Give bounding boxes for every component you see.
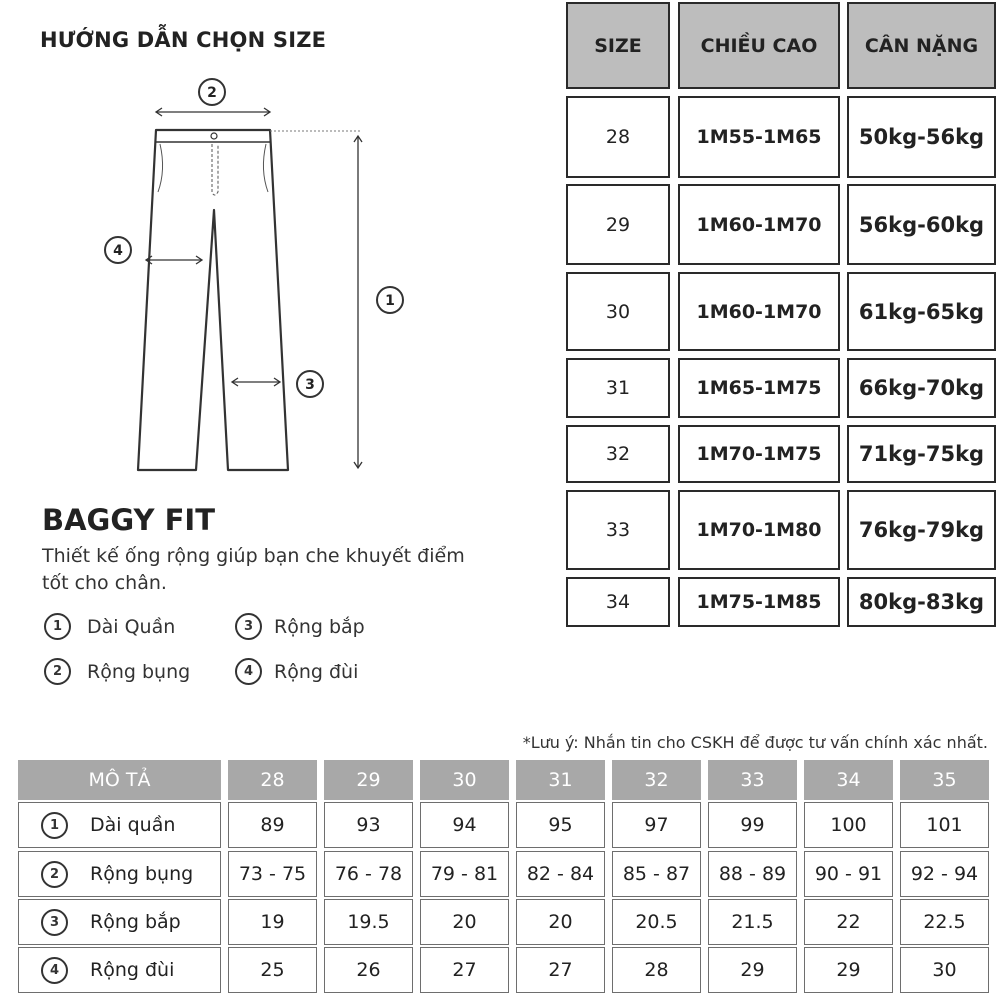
size-table-cell-height: 1M75-1M85: [678, 577, 840, 627]
measure-table-cell: 99: [708, 802, 797, 848]
legend-item-waist: [44, 658, 190, 685]
size-table-cell-height: 1M70-1M75: [678, 425, 840, 483]
size-table-cell-size: 29: [566, 184, 670, 265]
measure-table-cell: 26: [324, 947, 413, 993]
measure-table-row-label: [18, 947, 221, 993]
measure-table-cell: 20: [420, 899, 509, 945]
measure-table-header-size: 28: [228, 760, 317, 800]
measure-table-cell: 29: [804, 947, 893, 993]
size-table-cell-weight: 66kg-70kg: [847, 358, 996, 418]
row-label-text: Rộng bắp: [90, 911, 181, 933]
size-table-cell-weight: 71kg-75kg: [847, 425, 996, 483]
size-table-cell-height: 1M60-1M70: [678, 272, 840, 351]
measure-table-header-size: 29: [324, 760, 413, 800]
measure-table-cell: 76 - 78: [324, 851, 413, 897]
measure-table-cell: 30: [900, 947, 989, 993]
measure-table-header-size: 35: [900, 760, 989, 800]
legend-label: Dài Quần: [87, 615, 176, 638]
size-table-cell-height: 1M55-1M65: [678, 96, 840, 178]
size-table-cell-size: 32: [566, 425, 670, 483]
measure-table-cell: 20: [516, 899, 605, 945]
measure-table-cell: 21.5: [708, 899, 797, 945]
size-table-cell-size: 28: [566, 96, 670, 178]
pocket-right: [263, 144, 268, 192]
measure-table-cell: 22: [804, 899, 893, 945]
measure-table-cell: 92 - 94: [900, 851, 989, 897]
measure-table-cell: 79 - 81: [420, 851, 509, 897]
measure-table-row-label: [18, 899, 221, 945]
measure-table-cell: 19.5: [324, 899, 413, 945]
fit-title: BAGGY FIT: [42, 503, 215, 537]
measure-table-cell: 88 - 89: [708, 851, 797, 897]
measure-table-cell: 97: [612, 802, 701, 848]
row-label-text: Dài quần: [90, 814, 176, 836]
size-table-cell-height: 1M70-1M80: [678, 490, 840, 570]
size-table-cell-height: 1M65-1M75: [678, 358, 840, 418]
measure-table-header-size: 33: [708, 760, 797, 800]
marker-4: 4: [113, 243, 123, 259]
size-table-cell-weight: 50kg-56kg: [847, 96, 996, 178]
page-title: HƯỚNG DẪN CHỌN SIZE: [40, 28, 327, 52]
legend-item-length: [44, 613, 175, 640]
fly-stitch: [212, 144, 218, 195]
size-table-cell-size: 30: [566, 272, 670, 351]
legend-label: Rộng bắp: [274, 615, 365, 638]
measure-table-cell: 73 - 75: [228, 851, 317, 897]
legend-number: 3: [235, 613, 262, 640]
size-table-cell-size: 31: [566, 358, 670, 418]
row-label-text: Rộng bụng: [90, 863, 194, 885]
measure-table-cell: 29: [708, 947, 797, 993]
button-icon: [211, 133, 217, 139]
measure-table-cell: 101: [900, 802, 989, 848]
legend-item-thigh: [235, 658, 358, 685]
measure-table-cell: 95: [516, 802, 605, 848]
marker-3: 3: [305, 377, 315, 393]
measure-table-header-size: 30: [420, 760, 509, 800]
legend-number: 2: [44, 658, 71, 685]
row-number: 1: [41, 812, 68, 839]
legend-label: Rộng đùi: [274, 660, 359, 683]
measure-table-cell: 90 - 91: [804, 851, 893, 897]
pants-diagram: [90, 70, 430, 480]
measure-table-cell: 100: [804, 802, 893, 848]
row-label-text: Rộng đùi: [90, 959, 175, 981]
measure-table-cell: 82 - 84: [516, 851, 605, 897]
size-table-header-height: CHIỀU CAO: [678, 2, 840, 89]
measure-table-cell: 20.5: [612, 899, 701, 945]
measure-table-row-label: [18, 802, 221, 848]
row-number: 2: [41, 861, 68, 888]
legend-item-knee: [235, 613, 365, 640]
measure-table-header-size: 32: [612, 760, 701, 800]
row-number: 4: [41, 957, 68, 984]
pocket-left: [158, 144, 163, 192]
measure-table-cell: 22.5: [900, 899, 989, 945]
measure-table-header-size: 34: [804, 760, 893, 800]
size-table-header-weight: CÂN NẶNG: [847, 2, 996, 89]
legend-label: Rộng bụng: [87, 660, 191, 683]
size-table-header-size: SIZE: [566, 2, 670, 89]
measure-table-cell: 93: [324, 802, 413, 848]
measure-table-cell: 94: [420, 802, 509, 848]
measure-table-cell: 19: [228, 899, 317, 945]
size-table-cell-height: 1M60-1M70: [678, 184, 840, 265]
measure-table-cell: 27: [420, 947, 509, 993]
size-table-cell-weight: 61kg-65kg: [847, 272, 996, 351]
size-table-cell-weight: 56kg-60kg: [847, 184, 996, 265]
legend-number: 4: [235, 658, 262, 685]
note-text: *Lưu ý: Nhắn tin cho CSKH để được tư vấn chính xác nhất.: [522, 733, 988, 752]
measure-table-header-size: 31: [516, 760, 605, 800]
fit-description: Thiết kế ống rộng giúp bạn che khuyết điểm tốt cho chân.: [42, 545, 465, 594]
measure-table-row-label: [18, 851, 221, 897]
measure-table-cell: 25: [228, 947, 317, 993]
size-table-cell-weight: 80kg-83kg: [847, 577, 996, 627]
size-table-cell-size: 33: [566, 490, 670, 570]
marker-1: 1: [385, 293, 395, 309]
measure-table-cell: 28: [612, 947, 701, 993]
measure-table-header-label: MÔ TẢ: [18, 760, 221, 800]
size-table-cell-weight: 76kg-79kg: [847, 490, 996, 570]
measure-table-cell: 85 - 87: [612, 851, 701, 897]
size-table-cell-size: 34: [566, 577, 670, 627]
legend-number: 1: [44, 613, 71, 640]
pants-outline: [138, 130, 288, 470]
measure-table-cell: 89: [228, 802, 317, 848]
measure-table-cell: 27: [516, 947, 605, 993]
row-number: 3: [41, 909, 68, 936]
marker-2: 2: [207, 85, 217, 101]
